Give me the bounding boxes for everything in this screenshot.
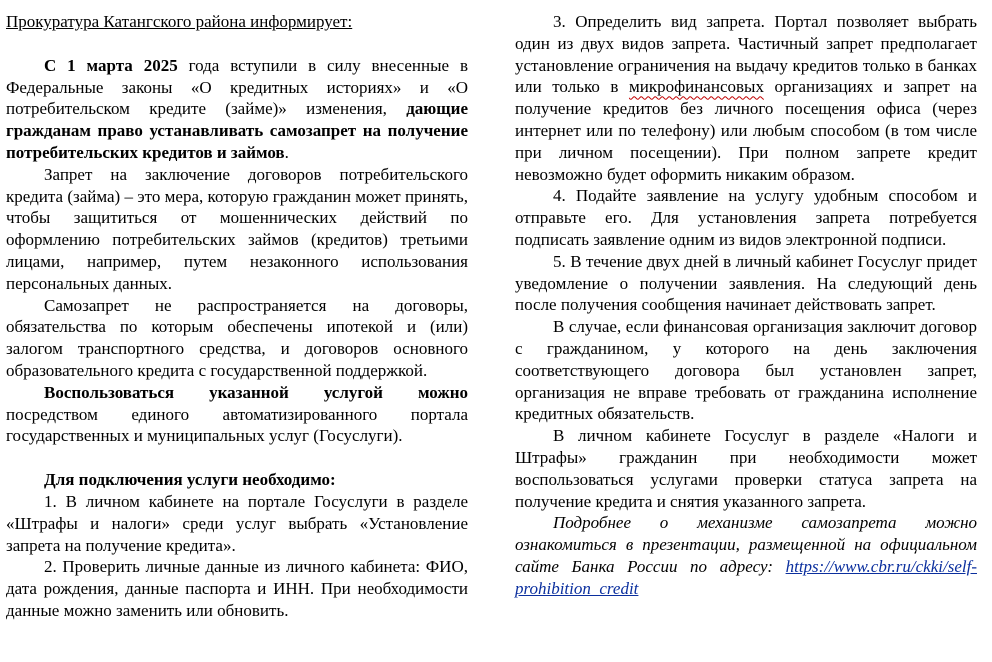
right-column [515, 11, 977, 600]
steps-heading [6, 469, 468, 491]
definition-paragraph: Запрет на заключение договоров потребительского кредита (займа) – это мера, которую гражданин может принять, чтобы защититься от мошеннических действий по оформлению потребительских займов (кредитов) третьими лицами, например, путем незаконного использования персональных данных. [6, 164, 468, 293]
spellcheck-flagged-word: микрофинансовых [628, 77, 764, 97]
step-2: 2. Проверить личные данные из личного кабинета: ФИО, дата рождения, данные паспорта и ИНН. При необходимости данные можно заменить или обновить. [6, 557, 468, 620]
usage-paragraph [6, 382, 468, 447]
more-info-paragraph [515, 512, 977, 599]
step-4: 4. Подайте заявление на услугу удобным способом и отправьте его. Для установления запрета потребуется подписать заявление одним из видов электронной подписи. [515, 186, 977, 249]
more-info-text: Подробнее о механизме самозапрета можно ознакомиться в презентации, размещенной на официальном сайте Банка России по адресу: [515, 513, 977, 576]
intro-paragraph [6, 55, 468, 164]
step-3 [515, 11, 977, 185]
intro-text: года вступили в силу внесенные в Федеральные законы «О кредитных историях» и «О потребительском кредите (займе)» изменения, [6, 55, 468, 119]
step-1: 1. В личном кабинете на портале Госуслуги в разделе «Штрафы и налоги» среди услуг выбрать «Установление запрета на получение кредита». [6, 491, 468, 555]
usage-emphasis: Воспользоваться указанной услугой можно [44, 382, 468, 402]
step-3-text-b: организациях и запрет на получение кредитов без личного посещения офиса (через интернет или по телефону) или любым способом (в том числе при личном посещении). При полном запрете кредит невозможно будет оформить никаким образом. [515, 77, 977, 184]
step-5: 5. В течение двух дней в личный кабинет Госуслуг придет уведомление о получении заявления. На следующий день после получения сообщения начинает действовать запрет. [515, 251, 977, 315]
spacer [6, 447, 468, 469]
left-column [6, 11, 468, 622]
page-title: Прокуратура Катангского района информирует: [6, 12, 353, 31]
intro-emphasis: дающие гражданам право устанавливать самозапрет на получение потребительских кредитов и займов [6, 99, 468, 162]
cbr-link[interactable]: https://www.cbr.ru/ckki/self-prohibition_credit [515, 556, 977, 598]
cabinet-paragraph: В личном кабинете Госуслуг в разделе «Налоги и Штрафы» гражданин при необходимости может воспользоваться услугами проверки статуса запрета на получение кредита и снятия указанного запрета. [515, 426, 977, 511]
effective-date: С 1 марта 2025 [44, 55, 178, 75]
violation-paragraph: В случае, если финансовая организация заключит договор с гражданином, у которого на день заключения соответствующего договора был установлен запрет, организация не вправе требовать от гражданина исполнение кредитных обязательств. [515, 317, 977, 424]
steps-heading-text: Для подключения услуги необходимо: [44, 470, 336, 490]
exceptions-paragraph: Самозапрет не распространяется на договоры, обязательства по которым обеспечены ипотекой и (или) залогом транспортного средства, и договоров основного образовательного кредита с государственной поддержкой. [6, 295, 468, 380]
intro-end: . [284, 142, 289, 162]
usage-text: посредством единого автоматизированного портала государственных и муниципальных услуг (Госуслуги). [6, 404, 468, 446]
step-3-text-a: 3. Определить вид запрета. Портал позволяет выбрать один из двух видов запрета. Частичный запрет предполагает установление ограничения на выдачу кредитов только в банках или только в [515, 12, 977, 97]
spacer [6, 33, 468, 55]
